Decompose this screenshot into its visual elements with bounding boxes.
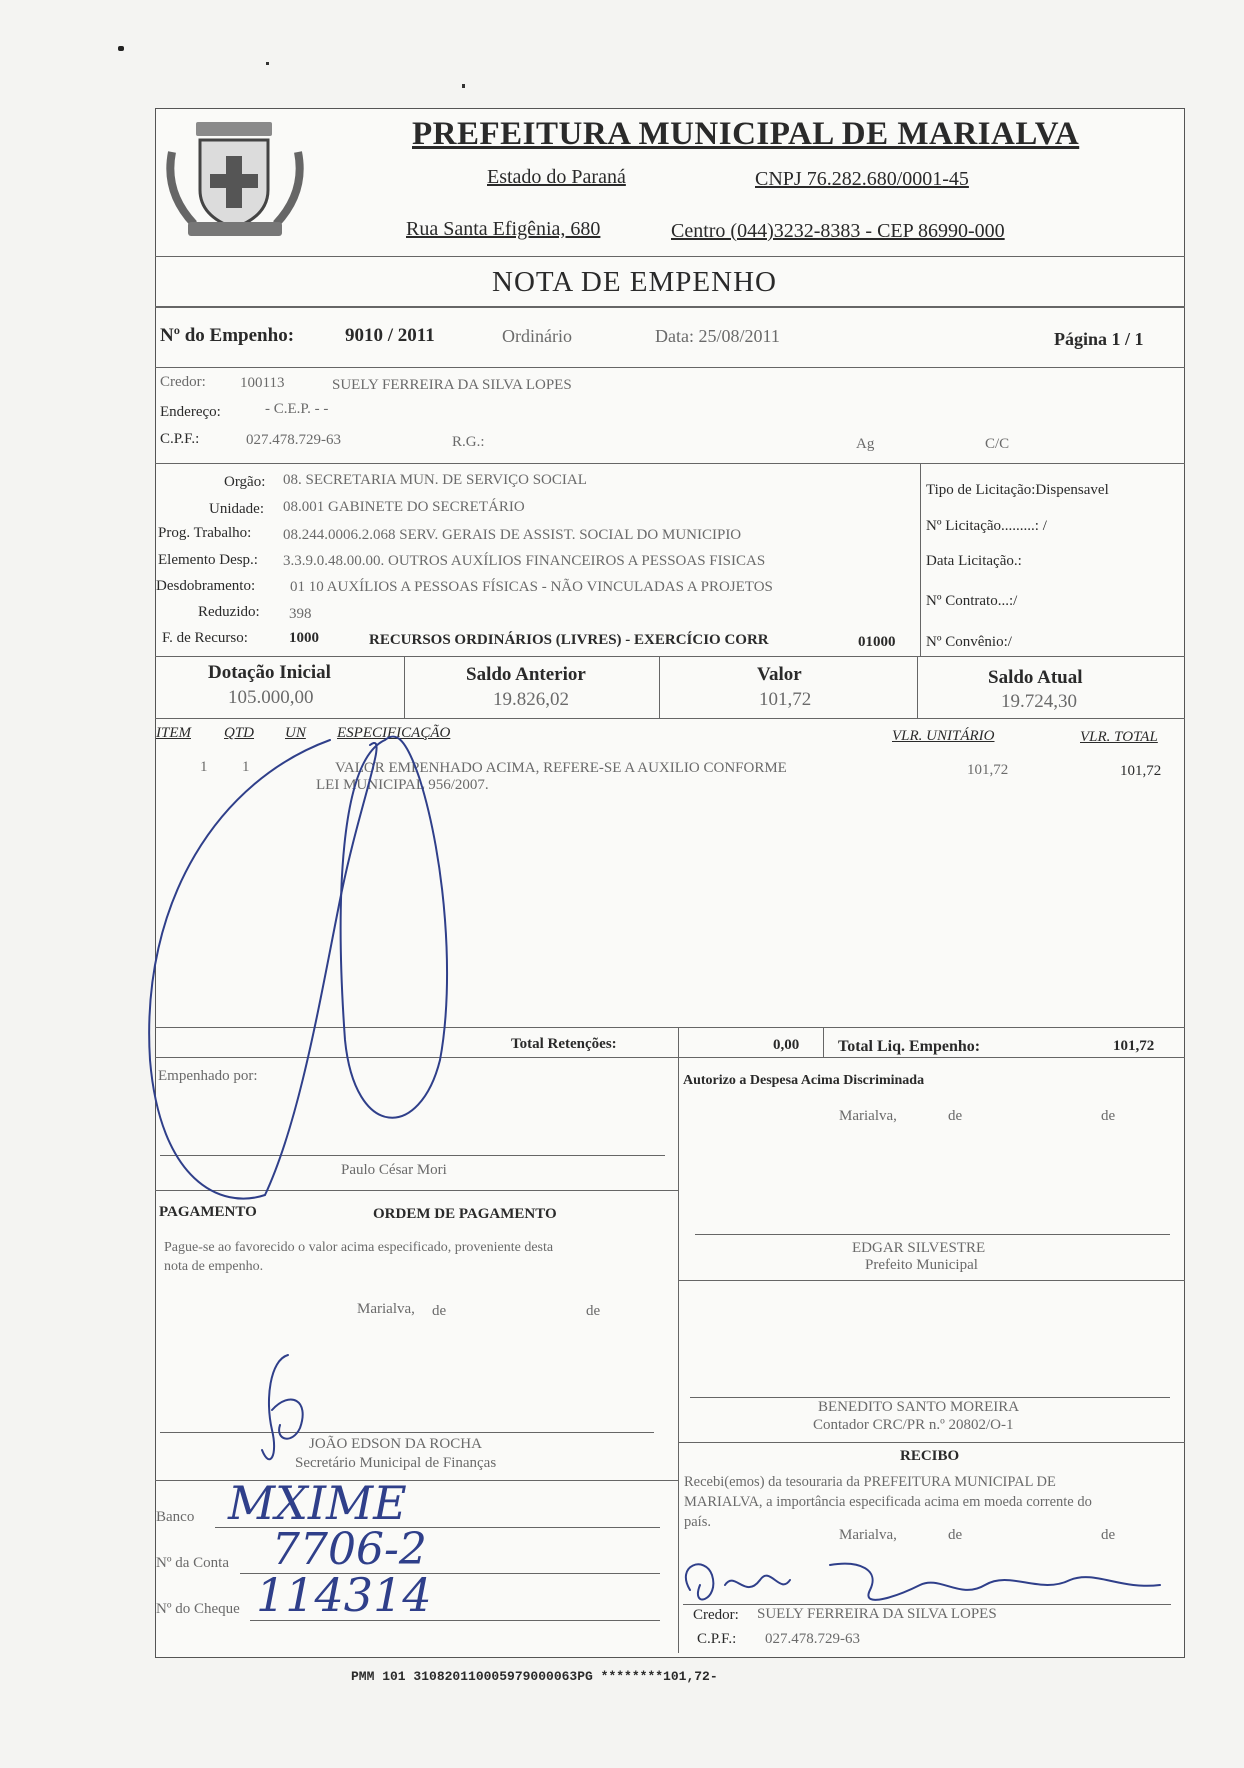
saldo-anterior-value: 19.826,02 <box>493 689 569 710</box>
numero-convenio: Nº Convênio:/ <box>926 634 1012 650</box>
prog-label: Prog. Trabalho: <box>158 525 252 541</box>
divider <box>678 1280 1185 1281</box>
scan-speck <box>118 46 124 51</box>
orgao-value: 08. SECRETARIA MUN. DE SERVIÇO SOCIAL <box>283 472 587 488</box>
col-especificacao: ESPECIFICAÇÃO <box>337 725 451 741</box>
signature-line <box>690 1397 1170 1398</box>
divider <box>155 1057 1185 1058</box>
recurso-code: 1000 <box>289 630 319 646</box>
desdobramento-label: Desdobramento: <box>156 578 256 594</box>
scan-speck <box>266 62 269 65</box>
cc-label: C/C <box>985 436 1010 452</box>
district-contact: Centro (044)3232-8383 - CEP 86990-000 <box>671 220 1005 242</box>
col-un: UN <box>285 725 306 741</box>
recurso-desc: RECURSOS ORDINÁRIOS (LIVRES) - EXERCÍCIO CORR <box>369 632 769 648</box>
cnpj: CNPJ 76.282.680/0001-45 <box>755 168 969 190</box>
data-licitacao: Data Licitação.: <box>926 553 1022 569</box>
divider <box>155 718 1185 719</box>
pague-text-line2: nota de empenho. <box>164 1259 264 1274</box>
footer-code: PMM 101 310820110005979000063PG ********101,72- <box>351 1669 718 1684</box>
divider <box>155 367 1185 368</box>
de-recibo-1: de <box>948 1527 963 1543</box>
empenhado-por-label: Empenhado por: <box>158 1068 258 1084</box>
tipo-licitacao: Tipo de Licitação:Dispensavel <box>926 482 1109 498</box>
item-qty: 1 <box>242 759 250 775</box>
desdobramento-value: 01 10 AUXÍLIOS A PESSOAS FÍSICAS - NÃO VINCULADAS A PROJETOS <box>290 579 773 595</box>
credor-cpf-value: 027.478.729-63 <box>765 1631 860 1647</box>
divider <box>823 1027 824 1057</box>
cpf-value: 027.478.729-63 <box>246 432 341 448</box>
valor-label: Valor <box>757 664 802 685</box>
place-marialva-recibo: Marialva, <box>839 1527 897 1543</box>
divider <box>920 463 921 656</box>
signer-edgar: EDGAR SILVESTRE <box>852 1240 986 1256</box>
unidade-label: Unidade: <box>209 501 264 517</box>
credor-sign-label: Credor: <box>693 1607 739 1623</box>
saldo-anterior-label: Saldo Anterior <box>466 664 586 685</box>
divider <box>155 306 1185 308</box>
total-liquido-label: Total Liq. Empenho: <box>838 1038 981 1055</box>
unidade-value: 08.001 GABINETE DO SECRETÁRIO <box>283 499 525 515</box>
divider <box>678 1442 1185 1443</box>
de-right-2: de <box>1101 1108 1116 1124</box>
valor-value: 101,72 <box>759 689 812 710</box>
signer-joao-role: Secretário Municipal de Finanças <box>295 1455 497 1471</box>
cpf-label: C.P.F.: <box>160 431 200 447</box>
signer-edgar-role: Prefeito Municipal <box>865 1257 978 1273</box>
autorizo-label: Autorizo a Despesa Acima Discriminada <box>683 1073 925 1088</box>
credor-cpf-label: C.P.F.: <box>697 1631 737 1647</box>
empenho-number: 9010 / 2011 <box>345 325 435 346</box>
reduzido-value: 398 <box>289 606 312 622</box>
empenho-kind: Ordinário <box>502 326 572 346</box>
col-qtd: QTD <box>224 725 255 741</box>
dotacao-label: Dotação Inicial <box>208 662 331 683</box>
divider <box>404 656 405 718</box>
banco-label: Banco <box>156 1509 195 1525</box>
saldo-atual-label: Saldo Atual <box>988 667 1083 688</box>
recurso-label: F. de Recurso: <box>162 630 248 646</box>
recibo-text-line2: MARIALVA, a importância especificada acima em moeda corrente do <box>684 1494 1092 1510</box>
divider <box>917 656 918 718</box>
divider <box>155 463 1185 464</box>
item-total-value: 101,72 <box>1120 763 1162 779</box>
empenho-date: Data: 25/08/2011 <box>655 326 780 346</box>
item-unit-value: 101,72 <box>967 762 1009 778</box>
municipality-title: PREFEITURA MUNICIPAL DE MARIALVA <box>412 116 1080 152</box>
signature-line <box>160 1155 665 1156</box>
item-spec-line1: VALOR EMPENHADO ACIMA, REFERE-SE A AUXILIO CONFORME <box>335 760 787 776</box>
signature-line <box>683 1604 1171 1605</box>
credor-sign-name: SUELY FERREIRA DA SILVA LOPES <box>757 1606 997 1622</box>
recibo-text-line1: Recebi(emos) da tesouraria da PREFEITURA MUNICIPAL DE <box>684 1474 1056 1490</box>
dotacao-value: 105.000,00 <box>228 687 314 708</box>
divider <box>155 656 1185 657</box>
de-right-1: de <box>948 1108 963 1124</box>
col-item: ITEM <box>156 725 191 741</box>
place-marialva-left: Marialva, <box>357 1301 415 1317</box>
empenho-number-label: Nº do Empenho: <box>160 325 295 346</box>
signer-benedito: BENEDITO SANTO MOREIRA <box>818 1399 1020 1415</box>
scan-speck <box>462 84 465 88</box>
signer-benedito-role: Contador CRC/PR n.º 20802/O-1 <box>813 1417 1014 1433</box>
divider <box>678 1027 679 1653</box>
divider <box>659 656 660 718</box>
address-value: - C.E.P. - - <box>265 401 329 417</box>
recibo-text-line3: país. <box>684 1514 711 1530</box>
numero-licitacao: Nº Licitação.........: / <box>926 518 1047 534</box>
divider <box>155 256 1185 257</box>
state-name: Estado do Paraná <box>487 166 626 188</box>
address-label: Endereço: <box>160 404 221 420</box>
credor-label: Credor: <box>160 374 206 390</box>
saldo-atual-value: 19.724,30 <box>1001 691 1077 712</box>
pague-text-line1: Pague-se ao favorecido o valor acima especificado, proveniente desta <box>164 1240 554 1255</box>
elemento-value: 3.3.9.0.48.00.00. OUTROS AUXÍLIOS FINANCEIROS A PESSOAS FISICAS <box>283 553 766 569</box>
document-title: NOTA DE EMPENHO <box>492 266 777 298</box>
signature-line <box>695 1234 1170 1235</box>
conta-label: Nº da Conta <box>156 1555 229 1571</box>
conta-handwritten: 7706-2 <box>272 1524 427 1575</box>
credor-code: 100113 <box>240 375 285 391</box>
total-liquido-value: 101,72 <box>1113 1038 1155 1054</box>
col-vlr-total: VLR. TOTAL <box>1080 729 1158 745</box>
numero-contrato: Nº Contrato...:/ <box>926 593 1018 609</box>
signer-paulo: Paulo César Mori <box>341 1162 447 1178</box>
ag-label: Ag <box>856 436 875 452</box>
de-left-1: de <box>432 1303 447 1319</box>
de-left-2: de <box>586 1303 601 1319</box>
banco-handwritten: MXIME <box>228 1476 407 1530</box>
address: Rua Santa Efigênia, 680 <box>406 218 601 240</box>
orgao-label: Orgão: <box>224 474 266 490</box>
prog-value: 08.244.0006.2.068 SERV. GERAIS DE ASSIST. SOCIAL DO MUNICIPIO <box>283 527 742 543</box>
cheque-label: Nº do Cheque <box>156 1601 240 1617</box>
rg-label: R.G.: <box>452 434 485 450</box>
signer-joao: JOÃO EDSON DA ROCHA <box>309 1436 482 1452</box>
ordem-pagamento-label: ORDEM DE PAGAMENTO <box>373 1206 557 1222</box>
item-number: 1 <box>200 759 208 775</box>
reduzido-label: Reduzido: <box>198 604 260 620</box>
col-vlr-unitario: VLR. UNITÁRIO <box>892 728 995 744</box>
item-spec-line2: LEI MUNICIPAL 956/2007. <box>316 777 489 793</box>
recurso-number: 01000 <box>858 634 896 650</box>
cheque-handwritten: 114314 <box>256 1568 432 1622</box>
page-number: Página 1 / 1 <box>1054 329 1144 349</box>
signature-line <box>160 1432 654 1433</box>
divider <box>155 1190 678 1191</box>
elemento-label: Elemento Desp.: <box>158 552 258 568</box>
credor-name: SUELY FERREIRA DA SILVA LOPES <box>332 377 572 393</box>
total-retencoes-label: Total Retenções: <box>511 1036 617 1052</box>
de-recibo-2: de <box>1101 1527 1116 1543</box>
coat-of-arms-icon <box>160 112 310 244</box>
total-retencoes-value: 0,00 <box>773 1037 800 1053</box>
recibo-label: RECIBO <box>900 1448 960 1464</box>
divider <box>155 1027 1185 1028</box>
pagamento-label: PAGAMENTO <box>159 1204 257 1220</box>
place-marialva-right: Marialva, <box>839 1108 897 1124</box>
